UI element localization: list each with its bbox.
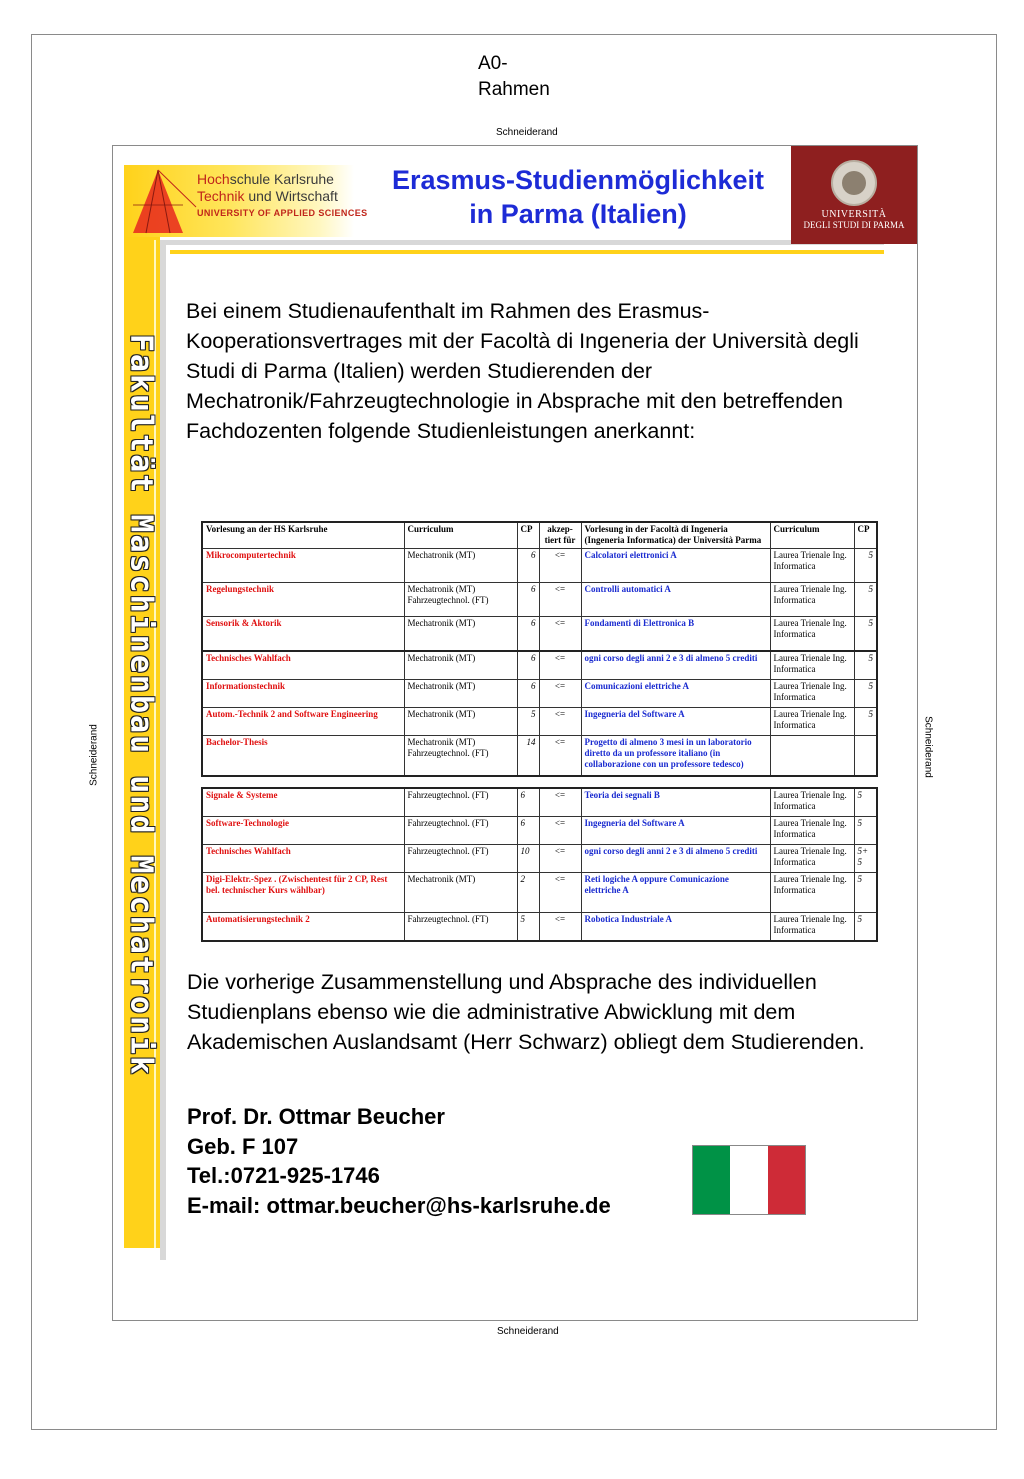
contact-block [187,1102,611,1220]
parma-lecture-cell: Ingegneria del Software A [581,708,770,736]
parma-lecture-cell: Reti logiche A oppure Comunicazione elettriche A [581,873,770,913]
page-title: Erasmus-Studienmöglichkeit in Parma (Italien) [391,165,765,229]
parma-cp-cell: 5 [854,817,877,845]
curriculum-cell: Mechatronik (MT) Fahrzeugtechnol. (FT) [404,583,517,617]
table-row [202,788,877,817]
parma-curriculum-cell: Laurea Trienale Ing. Informatica [770,583,854,617]
header-shadow [166,240,884,245]
parma-lecture-cell: ogni corso degli anni 2 e 3 di almeno 5 crediti [581,651,770,680]
contact-room: Geb. F 107 [187,1133,299,1159]
parma-lecture-cell: Ingegneria del Software A [581,817,770,845]
curriculum-cell: Mechatronik (MT) Fahrzeugtechnol. (FT) [404,736,517,777]
accepted-cell: <= [539,736,581,777]
accepted-cell: <= [539,913,581,942]
parma-cp-cell: 5 [854,617,877,652]
parma-curriculum-cell: Laurea Trienale Ing. Informatica [770,617,854,652]
accepted-cell: <= [539,788,581,817]
lecture-cell: Informationstechnik [202,680,404,708]
parma-curriculum-cell: Laurea Trienale Ing. Informatica [770,708,854,736]
parma-cp-cell: 5 [854,873,877,913]
curriculum-cell: Fahrzeugtechnol. (FT) [404,817,517,845]
lecture-cell: Digi-Elektr.-Spez . (Zwischentest für 2 CP, Rest bel. technischer Kurs wählbar) [202,873,404,913]
parma-cp-cell: 5 [854,680,877,708]
cp-cell: 10 [517,845,539,873]
cp-cell: 6 [517,651,539,680]
curriculum-cell: Fahrzeugtechnol. (FT) [404,913,517,942]
flag-stripe-white [730,1146,767,1214]
intro-paragraph: Bei einem Studienaufenthalt im Rahmen des Erasmus-Kooperationsvertrages mit der Facoltà di Ingeneria der Università degli Studi di Parma (Italien) werden Studierenden der Mechatronik/Fahrzeugtechnologie in Absprache mit den betreffenden Fachdozenten folgende Studienleistungen anerkannt: [186,299,859,443]
curriculum-cell: Fahrzeugtechnol. (FT) [404,788,517,817]
header-cp-parma: CP [854,522,877,549]
parma-curriculum-cell: Laurea Trienale Ing. Informatica [770,651,854,680]
lecture-cell: Sensorik & Aktorik [202,617,404,652]
table-row [202,736,877,777]
parma-curriculum-cell: Laurea Trienale Ing. Informatica [770,873,854,913]
contact-name: Prof. Dr. Ottmar Beucher [187,1104,445,1129]
curriculum-cell: Fahrzeugtechnol. (FT) [404,845,517,873]
header-curriculum-parma: Curriculum [770,522,854,549]
outro-paragraph: Die vorherige Zusammenstellung und Absprache des individuellen Studienplans ebenso wie die administrative Abwicklung mit dem Akademischen Auslandsamt (Herr Schwarz) obliegt dem Studierenden. [187,970,865,1054]
parma-lecture-cell: Robotica Industriale A [581,913,770,942]
parma-lecture-cell: ogni corso degli anni 2 e 3 di almeno 5 crediti [581,845,770,873]
header-curriculum: Curriculum [404,522,517,549]
cp-cell: 6 [517,788,539,817]
table-header-row [202,522,877,549]
table-row [202,651,877,680]
parma-cp-cell [854,736,877,777]
curriculum-cell: Mechatronik (MT) [404,873,517,913]
header-accepted: akzep-tiert für [539,522,581,549]
parma-cp-cell: 5 [854,708,877,736]
parma-cp-cell: 5 [854,651,877,680]
curriculum-cell: Mechatronik (MT) [404,549,517,583]
sidebar-shadow [160,240,166,1260]
parma-curriculum-cell: Laurea Trienale Ing. Informatica [770,680,854,708]
parma-cp-cell: 5 [854,583,877,617]
table-row [202,680,877,708]
parma-lecture-cell: Calcolatori elettronici A [581,549,770,583]
header-lecture-parma: Vorlesung in der Facoltà di Ingeneria (Ingeneria Informatica) der Università Parma [581,522,770,549]
header-lecture: Vorlesung an der HS Karlsruhe [202,522,404,549]
parma-lecture-cell: Progetto di almeno 3 mesi in un laboratorio diretto da un professore italiano (in collaborazione con un professore tedesco) [581,736,770,777]
lecture-cell: Technisches Wahlfach [202,651,404,680]
parma-curriculum-cell: Laurea Trienale Ing. Informatica [770,845,854,873]
parma-cp-cell: 5 [854,913,877,942]
parma-curriculum-cell: Laurea Trienale Ing. Informatica [770,817,854,845]
table-row [202,845,877,873]
accepted-cell: <= [539,549,581,583]
cp-cell: 2 [517,873,539,913]
parma-lecture-cell: Teoria dei segnali B [581,788,770,817]
table-row [202,817,877,845]
table-row [202,617,877,652]
curriculum-cell: Mechatronik (MT) [404,680,517,708]
parma-cp-cell: 5+ 5 [854,845,877,873]
accepted-cell: <= [539,817,581,845]
lecture-cell: Automatisierungstechnik 2 [202,913,404,942]
accepted-cell: <= [539,583,581,617]
curriculum-cell: Mechatronik (MT) [404,708,517,736]
cp-cell: 6 [517,583,539,617]
lecture-cell: Regelungstechnik [202,583,404,617]
cp-cell: 6 [517,549,539,583]
edge-label-bottom: Schneiderand [497,1326,559,1337]
accepted-cell: <= [539,651,581,680]
lecture-cell: Mikrocomputertechnik [202,549,404,583]
a0-title: A0- Rahmen [478,53,550,100]
lecture-cell: Signale & Systeme [202,788,404,817]
accepted-cell: <= [539,680,581,708]
cp-cell: 6 [517,680,539,708]
lecture-cell: Bachelor-Thesis [202,736,404,777]
accepted-cell: <= [539,873,581,913]
cp-cell: 5 [517,913,539,942]
table-row [202,549,877,583]
course-table-3 [201,787,878,942]
parma-curriculum-cell [770,736,854,777]
course-table-2 [201,650,878,777]
table-row [202,873,877,913]
cp-cell: 6 [517,817,539,845]
cp-cell: 5 [517,708,539,736]
lecture-cell: Software-Technologie [202,817,404,845]
faculty-vertical-title: Fakultät Maschinenbau und Mechatronik [123,333,159,1077]
parma-lecture-cell: Comunicazioni elettriche A [581,680,770,708]
header-underline [170,250,884,254]
parma-cp-cell: 5 [854,788,877,817]
table-row [202,913,877,942]
hs-logo-text: Hochschule Karlsruhe Technik und Wirtschaft UNIVERSITY OF APPLIED SCIENCES [197,171,368,218]
parma-lecture-cell: Fondamenti di Elettronica B [581,617,770,652]
curriculum-cell: Mechatronik (MT) [404,651,517,680]
lecture-cell: Autom.-Technik 2 and Software Engineering [202,708,404,736]
parma-curriculum-cell: Laurea Trienale Ing. Informatica [770,788,854,817]
cp-cell: 6 [517,617,539,652]
accepted-cell: <= [539,617,581,652]
edge-label-left: Schneiderand [88,724,100,786]
accepted-cell: <= [539,708,581,736]
parma-curriculum-cell: Laurea Trienale Ing. Informatica [770,913,854,942]
parma-lecture-cell: Controlli automatici A [581,583,770,617]
edge-label-top: Schneiderand [496,127,558,138]
italy-flag-icon [692,1145,806,1215]
header-cp: CP [517,522,539,549]
flag-stripe-green [693,1146,730,1214]
seal-icon [831,160,877,206]
course-table-1 [201,521,878,652]
table-row [202,583,877,617]
edge-label-right: Schneiderand [922,716,934,778]
contact-email[interactable]: E-mail: ottmar.beucher@hs-karlsruhe.de [187,1192,611,1218]
parma-curriculum-cell: Laurea Trienale Ing. Informatica [770,549,854,583]
contact-phone: Tel.:0721-925-1746 [187,1163,380,1188]
lecture-cell: Technisches Wahlfach [202,845,404,873]
flag-stripe-red [768,1146,805,1214]
accepted-cell: <= [539,845,581,873]
curriculum-cell: Mechatronik (MT) [404,617,517,652]
parma-university-logo: UNIVERSITÀ DEGLI STUDI DI PARMA [791,146,917,244]
cp-cell: 14 [517,736,539,777]
table-row [202,708,877,736]
parma-cp-cell: 5 [854,549,877,583]
hs-logo-tent-icon [128,165,198,235]
